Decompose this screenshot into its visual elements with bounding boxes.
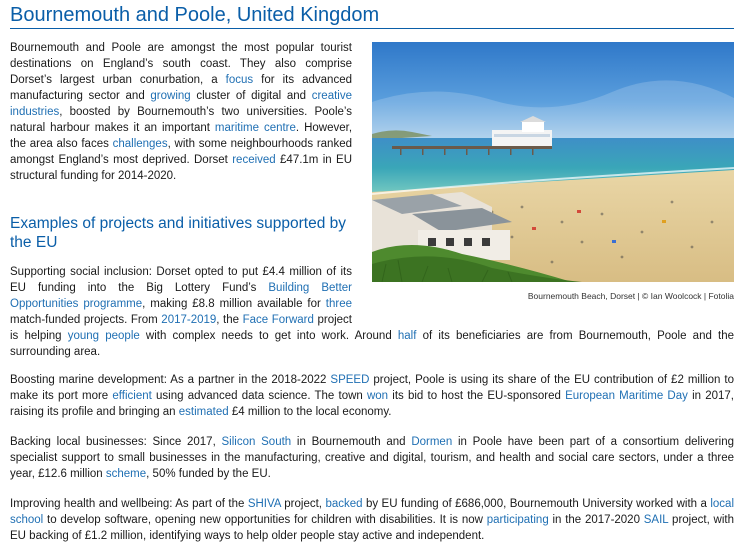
social-link[interactable]: young people — [67, 330, 140, 342]
marine-text: Boosting marine development: As a partner in the 2018-2022 — [10, 374, 331, 386]
section-heading: Examples of projects and initiatives supported by the EU — [10, 215, 347, 251]
health-link[interactable]: backed — [325, 498, 363, 510]
social-text: of its beneficiaries are from Bournemouth, Poole and the surrounding area. — [10, 330, 735, 358]
business-text: in Poole have been part of a consortium delivering specialist support to small businesses in the manufacturing, creative and digital, tourism, and health and social care sectors, under a three year, £12.6 million — [10, 436, 734, 480]
intro-text: for its advanced manufacturing sector and — [10, 74, 352, 102]
intro-text: £47.1m in EU structural funding for 2014-2020. — [10, 154, 352, 182]
intro-text: , boosted by Bournemouth’s two universities. Poole’s natural harbour makes it an important — [10, 106, 352, 134]
social-text: project is helping — [10, 314, 352, 342]
intro-link[interactable]: maritime centre — [214, 122, 296, 134]
marine-text: in 2017, raising its profile and bringing an — [10, 390, 734, 418]
intro-text: , with some neighbourhoods ranked amongst England’s most deprived. Dorset — [10, 138, 352, 166]
social-text: Supporting social inclusion: Dorset opted to put £4.4 million of its EU funding into the Big Lottery Fund’s — [10, 266, 352, 294]
business-link[interactable]: Silicon South — [221, 436, 292, 448]
social-text: match-funded projects. From — [10, 314, 162, 326]
social-link[interactable]: Building Better Opportunities programme — [10, 282, 352, 310]
health-text: to develop software, opening new opportunities for children with disabilities. It is now — [43, 514, 487, 526]
marine-text: its bid to host the EU-sponsored — [388, 390, 566, 402]
health-text: by EU funding of £686,000, Bournemouth University worked with a — [362, 498, 711, 510]
business-link[interactable]: Dormen — [411, 436, 453, 448]
intro-link[interactable]: challenges — [112, 138, 168, 150]
bournemouth-beach-photo — [372, 42, 734, 282]
business-link[interactable]: scheme — [105, 468, 147, 480]
social-link[interactable]: three — [325, 298, 352, 310]
intro-text: Bournemouth and Poole are amongst the most popular tourist destinations on England’s south coast. They also comprise Dorset’s largest urban conurbation, a — [10, 42, 352, 86]
page-title: Bournemouth and Poole, United Kingdom — [10, 3, 734, 29]
social-link[interactable]: 2017-2019 — [161, 314, 217, 326]
social-inclusion-paragraph — [10, 264, 734, 360]
photo-figure — [372, 42, 734, 302]
marine-link[interactable]: efficient — [112, 390, 152, 402]
marine-link[interactable]: won — [366, 390, 389, 402]
marine-text: £4 million to the local economy. — [228, 406, 392, 418]
business-text: , 50% funded by the EU. — [146, 468, 271, 480]
intro-link[interactable]: received — [232, 154, 276, 166]
health-link[interactable]: participating — [486, 514, 549, 526]
marine-link[interactable]: SPEED — [330, 374, 370, 386]
photo-caption: Bournemouth Beach, Dorset | © Ian Woolcock | Fotolia — [527, 291, 734, 301]
health-text: in the 2017-2020 — [548, 514, 644, 526]
social-text: , making £8.8 million available for — [142, 298, 326, 310]
social-text: , the — [216, 314, 243, 326]
intro-link[interactable]: growing — [150, 90, 191, 102]
health-link[interactable]: SAIL — [643, 514, 669, 526]
intro-link[interactable]: creative industries — [10, 90, 352, 118]
marine-link[interactable]: European Maritime Day — [565, 390, 688, 402]
business-text: in Bournemouth and — [291, 436, 412, 448]
intro-text: cluster of digital and — [190, 90, 312, 102]
business-text: Backing local businesses: Since 2017, — [10, 436, 222, 448]
health-text: Improving health and wellbeing: As part of the — [10, 498, 248, 510]
intro-link[interactable]: focus — [225, 74, 254, 86]
health-wellbeing-paragraph — [10, 496, 734, 544]
social-link[interactable]: half — [397, 330, 417, 342]
health-link[interactable]: SHIVA — [247, 498, 281, 510]
intro-text: . However, the area also faces — [10, 122, 353, 150]
marine-development-paragraph — [10, 372, 734, 420]
marine-text: project, Poole is using its share of the EU contribution of £2 million to make its port more — [10, 374, 734, 402]
health-text: project, with EU backing of £1.2 million, identifying ways to help older people stay active and independent. — [10, 514, 734, 542]
marine-link[interactable]: estimated — [178, 406, 229, 418]
marine-text: using advanced data science. The town — [151, 390, 367, 402]
intro-paragraph — [10, 40, 352, 184]
social-link[interactable]: Face Forward — [242, 314, 314, 326]
health-link[interactable]: local school — [10, 498, 734, 526]
health-text: project, — [280, 498, 326, 510]
local-businesses-paragraph — [10, 434, 734, 482]
social-text: with complex needs to get into work. Around — [139, 330, 398, 342]
